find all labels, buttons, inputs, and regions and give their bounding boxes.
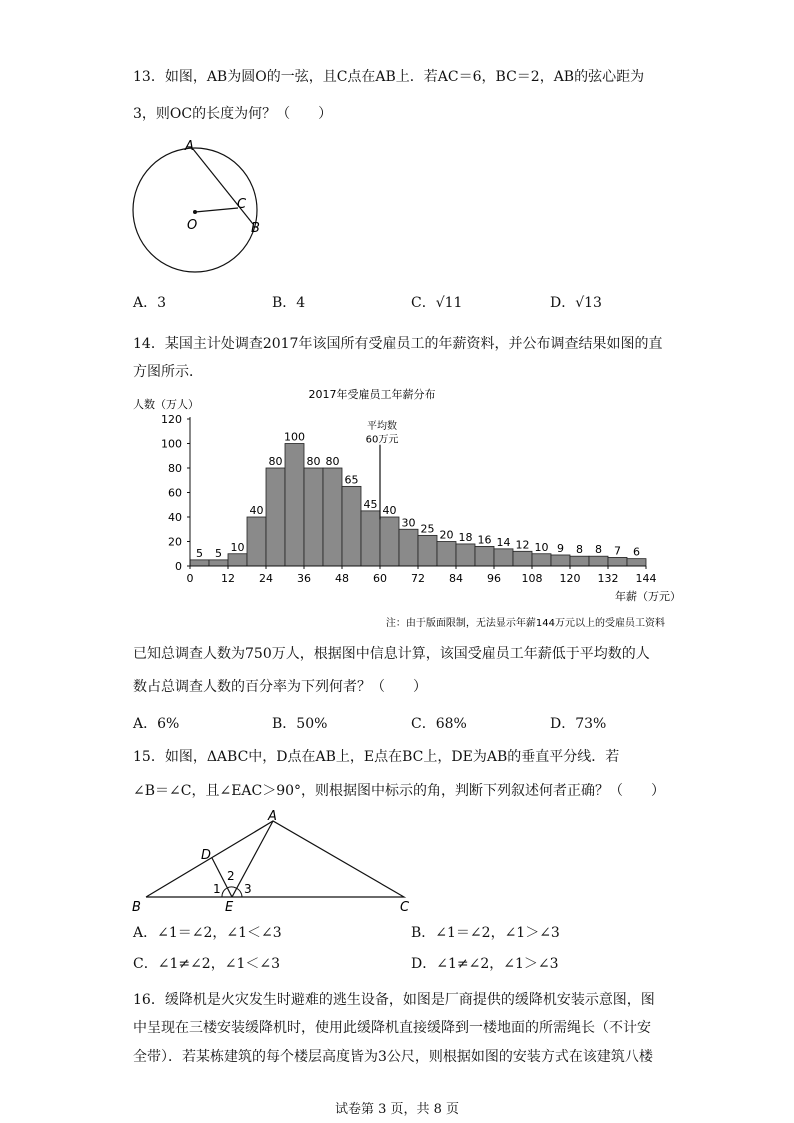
x-tick-label-2: 24 [259, 572, 273, 585]
y-tick-label-3: 60 [168, 486, 182, 500]
bar-value-label-16: 14 [496, 535, 511, 549]
x-tick-label-9: 108 [521, 572, 543, 585]
histogram-bar-0 [190, 560, 209, 566]
histogram-bar-7 [323, 468, 342, 566]
label-e: E [225, 900, 234, 915]
x-tick-label-5: 60 [373, 572, 387, 585]
q15-line1: 15．如图，ΔABC中，D点在AB上，E点在BC上，DE为AB的垂直平分线．若 [133, 749, 620, 765]
angle-arc-2 [227, 887, 236, 888]
x-axis-label: 年薪（万元） [615, 590, 681, 603]
q16-line1: 16．缓降机是火灾发生时避难的逃生设备，如图是厂商提供的缓降机安装示意图，图 [133, 992, 655, 1008]
label-b: B [251, 221, 260, 236]
y-axis-label: 人数（万人） [133, 398, 199, 411]
bar-value-label-5: 100 [284, 430, 305, 444]
bar-value-label-23: 6 [633, 545, 640, 559]
histogram-bar-21 [589, 556, 608, 566]
histogram-bar-14 [456, 544, 475, 566]
bar-value-label-7: 80 [325, 455, 340, 468]
bar-value-label-15: 16 [477, 533, 492, 547]
q15-option-b[interactable]: B．∠1＝∠2，∠1＞∠3 [411, 925, 560, 941]
bar-value-label-18: 10 [534, 540, 549, 554]
y-tick-label-0: 0 [175, 560, 182, 573]
x-tick-label-1: 12 [221, 572, 235, 585]
histogram-bar-17 [513, 551, 532, 566]
bar-value-label-11: 30 [401, 516, 416, 530]
chord-ab [193, 149, 253, 224]
bar-value-label-21: 8 [595, 543, 602, 557]
histogram-bar-8 [342, 486, 361, 566]
histogram-bar-23 [627, 559, 646, 566]
x-tick-label-0: 0 [186, 572, 194, 585]
q14-after-line2: 数占总调查人数的百分率为下列何者？（ ） [133, 679, 427, 695]
page-footer: 试卷第 3 页，共 8 页 [334, 1102, 460, 1117]
bar-value-label-12: 25 [420, 522, 435, 536]
center-point-o [193, 210, 197, 214]
q14-option-c[interactable]: C．68% [411, 716, 467, 732]
histogram-bar-13 [437, 542, 456, 567]
bar-value-label-2: 10 [230, 540, 245, 554]
label-c: C [237, 197, 247, 212]
angle-arc-1 [222, 888, 227, 897]
x-tick-label-3: 36 [297, 572, 311, 585]
histogram-bar-18 [532, 554, 551, 566]
x-tick-label-8: 96 [487, 572, 501, 585]
histogram-bar-2 [228, 554, 247, 566]
y-tick-label-6: 120 [161, 413, 182, 426]
histogram-bar-15 [475, 546, 494, 566]
histogram-bar-22 [608, 557, 627, 566]
y-tick-label-4: 80 [168, 462, 182, 475]
q13-line2: 3，则OC的长度为何？（ ） [133, 106, 333, 122]
q16-line3: 全带）．若某栋建筑的每个楼层高度皆为3公尺，则根据如图的安装方式在该建筑八楼 [133, 1049, 653, 1065]
segment-oc [195, 208, 238, 212]
angle-label-1: 1 [213, 882, 221, 896]
y-tick-label-5: 100 [161, 437, 182, 451]
angle-label-3: 3 [244, 882, 252, 896]
histogram-bar-5 [285, 444, 304, 567]
bar-value-label-3: 40 [249, 504, 264, 517]
triangle-abc [146, 821, 404, 897]
q14-line2: 方图所示． [133, 364, 203, 380]
histogram-bar-19 [551, 555, 570, 566]
histogram-bar-1 [209, 560, 228, 566]
bar-value-label-1: 5 [215, 546, 222, 560]
x-tick-group [187, 566, 657, 585]
q13-option-d[interactable]: D．√13 [550, 295, 602, 311]
y-tick-label-1: 20 [168, 535, 182, 549]
histogram-bar-6 [304, 468, 323, 566]
q14-after-line1: 已知总调查人数为750万人，根据图中信息计算，该国受雇员工年薪低于平均数的人 [133, 646, 650, 662]
label-b: B [132, 900, 141, 915]
salary-histogram [128, 382, 688, 632]
x-tick-label-11: 132 [597, 572, 619, 585]
angle-arc-3 [236, 888, 242, 897]
x-tick-label-7: 84 [449, 572, 463, 585]
x-tick-label-4: 48 [335, 572, 349, 585]
q15-triangle-figure [128, 808, 428, 916]
q13-circle-figure [125, 138, 285, 278]
chart-title: 2017年受雇员工年薪分布 [308, 388, 436, 401]
bar-value-label-4: 80 [268, 455, 283, 468]
q15-option-d[interactable]: D．∠1≠∠2，∠1＞∠3 [411, 956, 559, 972]
y-tick-label-2: 40 [168, 511, 182, 524]
label-d: D [201, 848, 212, 863]
mean-label-line2: 60万元 [365, 434, 399, 446]
bar-value-label-6: 80 [306, 455, 321, 468]
x-tick-label-6: 72 [411, 572, 425, 585]
y-tick-group [161, 413, 190, 573]
histogram-bar-3 [247, 517, 266, 566]
bar-value-label-17: 12 [515, 538, 530, 552]
histogram-bar-9 [361, 511, 380, 566]
mean-label-line1: 平均数 [367, 420, 397, 432]
bar-value-label-20: 8 [576, 543, 583, 557]
histogram-bar-10 [380, 517, 399, 566]
label-a: A [185, 139, 194, 154]
q14-option-d[interactable]: D．73% [550, 716, 607, 732]
histogram-bar-4 [266, 468, 285, 566]
bar-value-label-22: 7 [614, 544, 621, 558]
label-c: C [400, 900, 410, 915]
label-o: O [187, 218, 198, 233]
q14-line1: 14．某国主计处调查2017年该国所有受雇员工的年薪资料，并公布调查结果如图的直 [133, 336, 663, 352]
q13-option-b[interactable]: B．4 [272, 295, 306, 311]
q16-line2: 中呈现在三楼安装缓降机时，使用此缓降机直接缓降到一楼地面的所需绳长（不计安 [133, 1020, 651, 1036]
histogram-bar-16 [494, 549, 513, 566]
q15-line2: ∠B＝∠C，且∠EAC＞90°，则根据图中标示的角，判断下列叙述何者正确？（ ） [133, 783, 666, 799]
q13-line1: 13．如图，AB为圆O的一弦，且C点在AB上．若AC＝6，BC＝2，AB的弦心距为 [133, 69, 645, 85]
chart-note: 注：由于版面限制，无法显示年薪144万元以上的受雇员工资料 [385, 618, 665, 629]
bar-value-label-13: 20 [439, 528, 454, 542]
q14-option-b[interactable]: B．50% [272, 716, 328, 732]
bar-value-label-14: 18 [458, 530, 473, 544]
x-tick-label-12: 144 [635, 572, 657, 585]
q15-option-a[interactable]: A．∠1＝∠2，∠1＜∠3 [133, 925, 282, 941]
angle-label-2: 2 [227, 869, 235, 883]
histogram-bar-20 [570, 556, 589, 566]
histogram-bar-11 [399, 529, 418, 566]
histogram-bar-12 [418, 535, 437, 566]
bar-value-label-9: 45 [363, 497, 378, 511]
bar-value-label-0: 5 [196, 546, 203, 560]
q15-option-c[interactable]: C．∠1≠∠2，∠1＜∠3 [133, 956, 280, 972]
label-a: A [268, 809, 277, 824]
bar-value-label-19: 9 [557, 541, 564, 555]
segment-ae [232, 821, 273, 897]
bar-value-label-8: 65 [344, 473, 359, 487]
q13-option-c[interactable]: C．√11 [411, 295, 463, 311]
q13-option-a[interactable]: A．3 [133, 295, 167, 311]
q14-option-a[interactable]: A．6% [133, 716, 180, 732]
bar-value-label-10: 40 [382, 504, 397, 517]
x-tick-label-10: 120 [559, 572, 581, 585]
